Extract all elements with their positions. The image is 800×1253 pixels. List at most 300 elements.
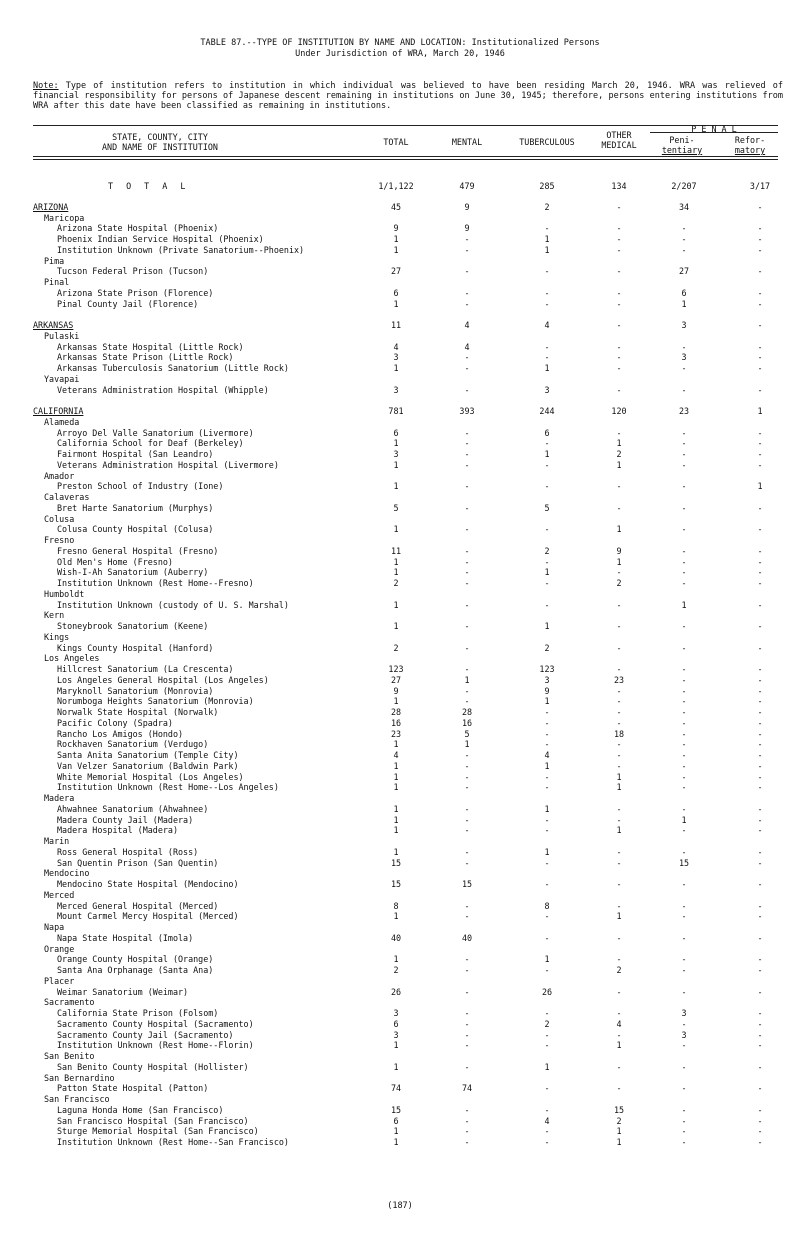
cell-peni: - bbox=[681, 1104, 687, 1115]
cell-peni: - bbox=[681, 244, 687, 255]
cell-tuber: - bbox=[544, 814, 550, 825]
cell-other: - bbox=[616, 298, 622, 309]
cell-other: - bbox=[616, 642, 622, 653]
table-row bbox=[0, 901, 800, 912]
row-label: Madera bbox=[44, 793, 75, 803]
table-row bbox=[0, 1105, 800, 1116]
cell-reform: - bbox=[757, 760, 763, 771]
cell-peni: - bbox=[681, 481, 687, 492]
county-row bbox=[0, 944, 800, 955]
cell-mental: 9 bbox=[464, 201, 470, 212]
state-row bbox=[0, 320, 800, 331]
row-label: Humboldt bbox=[44, 588, 85, 599]
header-reformatory bbox=[718, 135, 782, 155]
cell-mental: - bbox=[464, 449, 470, 459]
row-label: Institution Unknown (Rest Home--San Francisco) bbox=[57, 1137, 289, 1147]
cell-reform: - bbox=[757, 846, 763, 857]
cell-tuber: - bbox=[544, 341, 550, 352]
row-label: Merced General Hospital (Merced) bbox=[57, 900, 219, 911]
cell-tuber: 4 bbox=[544, 750, 550, 760]
county-row bbox=[0, 535, 800, 546]
cell-other: - bbox=[616, 750, 622, 760]
cell-peni: - bbox=[681, 449, 687, 459]
county-row bbox=[0, 890, 800, 901]
cell-other: 23 bbox=[613, 674, 625, 685]
cell-peni: - bbox=[681, 685, 687, 696]
cell-tuber: - bbox=[544, 1029, 550, 1040]
cell-mental: - bbox=[464, 524, 470, 535]
table-row bbox=[0, 933, 800, 944]
row-label: Arkansas State Prison (Little Rock) bbox=[57, 352, 234, 363]
cell-tuber: 1 bbox=[544, 567, 550, 578]
county-row bbox=[0, 589, 800, 600]
cell-reform: - bbox=[757, 266, 763, 277]
table-title bbox=[0, 38, 800, 60]
cell-other: - bbox=[616, 932, 622, 943]
cell-other: - bbox=[616, 664, 622, 674]
row-label: Institution Unknown (Private Sanatorium--Phoenix) bbox=[57, 244, 305, 255]
table-row bbox=[0, 503, 800, 514]
cell-tuber: - bbox=[544, 266, 550, 277]
row-label: San Quentin Prison (San Quentin) bbox=[57, 857, 219, 868]
cell-reform: - bbox=[757, 803, 763, 814]
cell-peni: - bbox=[681, 1126, 687, 1137]
cell-reform: - bbox=[757, 1029, 763, 1040]
cell-tuber: 26 bbox=[541, 986, 553, 997]
cell-mental: - bbox=[464, 696, 470, 707]
cell-reform: 3/17 bbox=[749, 181, 771, 191]
cell-reform: - bbox=[757, 223, 763, 234]
cell-total: 15 bbox=[390, 879, 402, 889]
cell-reform: - bbox=[757, 857, 763, 868]
row-label: Fresno General Hospital (Fresno) bbox=[57, 545, 219, 556]
cell-total: 1 bbox=[393, 234, 399, 244]
cell-mental: 393 bbox=[459, 406, 475, 416]
cell-peni: - bbox=[681, 556, 687, 567]
cell-peni: - bbox=[681, 803, 687, 814]
cell-mental: - bbox=[464, 567, 470, 578]
header-other-line1: OTHER bbox=[606, 130, 632, 140]
cell-reform: - bbox=[757, 341, 763, 352]
cell-mental: - bbox=[464, 599, 470, 610]
cell-total: 1/1,122 bbox=[378, 181, 414, 191]
cell-other: - bbox=[616, 266, 622, 277]
table-row bbox=[0, 385, 800, 396]
cell-peni: - bbox=[681, 739, 687, 750]
cell-peni: - bbox=[681, 578, 687, 588]
cell-peni: - bbox=[681, 750, 687, 760]
cell-tuber: 2 bbox=[544, 545, 550, 556]
cell-peni: 15 bbox=[678, 857, 690, 868]
cell-other: 1 bbox=[616, 556, 622, 567]
row-label: Fresno bbox=[44, 535, 75, 545]
cell-tuber: 244 bbox=[539, 406, 555, 416]
cell-total: 4 bbox=[393, 750, 399, 760]
cell-mental: 1 bbox=[464, 674, 470, 685]
cell-peni: 3 bbox=[681, 352, 687, 363]
cell-mental: - bbox=[464, 481, 470, 492]
cell-tuber: 3 bbox=[544, 674, 550, 685]
table-row bbox=[0, 1008, 800, 1019]
cell-tuber: - bbox=[544, 459, 550, 470]
cell-peni: - bbox=[681, 696, 687, 707]
cell-total: 1 bbox=[393, 599, 399, 610]
cell-mental: - bbox=[464, 900, 470, 911]
cell-total: 1 bbox=[393, 438, 399, 449]
cell-tuber: - bbox=[544, 879, 550, 889]
cell-peni: 1 bbox=[681, 298, 687, 309]
cell-tuber: - bbox=[544, 1137, 550, 1147]
row-label: ARIZONA bbox=[33, 201, 69, 212]
cell-other: 1 bbox=[616, 438, 622, 449]
cell-mental: - bbox=[464, 814, 470, 825]
table-row bbox=[0, 460, 800, 471]
cell-peni: - bbox=[681, 954, 687, 965]
cell-total: 9 bbox=[393, 685, 399, 696]
county-row bbox=[0, 213, 800, 224]
cell-mental: - bbox=[464, 1061, 470, 1072]
cell-reform: - bbox=[757, 1061, 763, 1072]
cell-total: 1 bbox=[393, 1061, 399, 1072]
cell-tuber: 8 bbox=[544, 900, 550, 911]
cell-mental: 16 bbox=[461, 717, 473, 728]
cell-mental: - bbox=[464, 825, 470, 836]
cell-other: - bbox=[616, 1008, 622, 1018]
cell-other: 1 bbox=[616, 825, 622, 836]
cell-total: 1 bbox=[393, 846, 399, 857]
cell-tuber: - bbox=[544, 965, 550, 975]
cell-other: - bbox=[616, 696, 622, 707]
header-mental: MENTAL bbox=[451, 137, 483, 147]
cell-total: 1 bbox=[393, 954, 399, 965]
table-row bbox=[0, 266, 800, 277]
row-label: Stoneybrook Sanatorium (Keene) bbox=[57, 621, 209, 631]
cell-mental: - bbox=[464, 234, 470, 244]
cell-peni: - bbox=[681, 879, 687, 889]
table-row bbox=[0, 1126, 800, 1137]
table-row bbox=[0, 245, 800, 256]
cell-tuber: - bbox=[544, 1104, 550, 1115]
cell-other: - bbox=[616, 481, 622, 492]
row-label: Mendocino State Hospital (Mendocino) bbox=[57, 879, 239, 889]
table-row bbox=[0, 847, 800, 858]
cell-peni: - bbox=[681, 545, 687, 556]
cell-total: 15 bbox=[390, 1104, 402, 1115]
cell-other: - bbox=[616, 352, 622, 363]
row-label: Arizona State Hospital (Phoenix) bbox=[57, 223, 219, 234]
cell-reform: - bbox=[757, 449, 763, 459]
table-row bbox=[0, 1083, 800, 1094]
cell-total: 27 bbox=[390, 674, 402, 685]
county-row bbox=[0, 374, 800, 385]
cell-other: 4 bbox=[616, 1018, 622, 1029]
cell-peni: 3 bbox=[681, 320, 687, 330]
row-label: Pinal County Jail (Florence) bbox=[57, 298, 199, 309]
row-label: Santa Ana Orphanage (Santa Ana) bbox=[57, 965, 214, 975]
county-row bbox=[0, 793, 800, 804]
cell-reform: - bbox=[757, 545, 763, 556]
row-label: CALIFORNIA bbox=[33, 406, 84, 416]
cell-reform: - bbox=[757, 352, 763, 363]
cell-reform: - bbox=[757, 1083, 763, 1094]
cell-total: 11 bbox=[390, 545, 402, 556]
cell-peni: - bbox=[681, 825, 687, 836]
cell-peni: - bbox=[681, 760, 687, 771]
table-row bbox=[0, 804, 800, 815]
cell-mental: - bbox=[464, 363, 470, 373]
table-row bbox=[0, 299, 800, 310]
cell-tuber: 2 bbox=[544, 1018, 550, 1029]
cell-mental: 479 bbox=[459, 181, 475, 191]
row-label: Arizona State Prison (Florence) bbox=[57, 287, 214, 298]
header-peni-line2: tentiary bbox=[661, 145, 703, 155]
cell-total: 27 bbox=[390, 266, 402, 277]
cell-reform: - bbox=[757, 739, 763, 750]
table-row bbox=[0, 223, 800, 234]
row-label: Hillcrest Sanatorium (La Crescenta) bbox=[57, 664, 234, 674]
table-row bbox=[0, 567, 800, 578]
cell-peni: - bbox=[681, 1040, 687, 1051]
cell-other: - bbox=[616, 760, 622, 771]
cell-peni: - bbox=[681, 1018, 687, 1029]
cell-total: 26 bbox=[390, 986, 402, 997]
cell-mental: - bbox=[464, 459, 470, 470]
row-label: Ross General Hospital (Ross) bbox=[57, 846, 199, 857]
cell-mental: - bbox=[464, 1018, 470, 1029]
cell-total: 16 bbox=[390, 717, 402, 728]
cell-total: 1 bbox=[393, 760, 399, 771]
cell-reform: - bbox=[757, 1115, 763, 1126]
row-label: Maryknoll Sanatorium (Monrovia) bbox=[57, 685, 214, 696]
table-row bbox=[0, 954, 800, 965]
row-label: Arkansas Tuberculosis Sanatorium (Little Rock) bbox=[57, 363, 289, 373]
county-row bbox=[0, 997, 800, 1008]
cell-reform: - bbox=[757, 459, 763, 470]
header-reform-line1: Refor- bbox=[734, 135, 766, 145]
cell-tuber: - bbox=[544, 1083, 550, 1094]
title-line-1: TABLE 87.--TYPE OF INSTITUTION BY NAME AND LOCATION: Institutionalized Persons bbox=[200, 38, 600, 48]
row-label: Pacific Colony (Spadra) bbox=[57, 717, 173, 728]
cell-tuber: - bbox=[544, 857, 550, 868]
cell-peni: - bbox=[681, 1083, 687, 1094]
cell-reform: - bbox=[757, 298, 763, 309]
cell-total: 1 bbox=[393, 459, 399, 470]
row-label: Van Velzer Sanatorium (Baldwin Park) bbox=[57, 760, 239, 771]
cell-other: - bbox=[616, 384, 622, 395]
cell-mental: - bbox=[464, 502, 470, 513]
cell-peni: 34 bbox=[678, 201, 690, 212]
cell-other: 2 bbox=[616, 578, 622, 588]
header-bottom-rule bbox=[33, 156, 778, 157]
cell-peni: 3 bbox=[681, 1029, 687, 1040]
row-label: Orange bbox=[44, 943, 75, 954]
cell-other: - bbox=[616, 223, 622, 234]
cell-peni: - bbox=[681, 911, 687, 922]
cell-peni: 23 bbox=[678, 406, 690, 416]
cell-mental: - bbox=[464, 298, 470, 309]
header-penitentiary bbox=[650, 135, 714, 155]
cell-reform: - bbox=[757, 814, 763, 825]
header-peni-line1: Peni- bbox=[669, 135, 695, 145]
cell-reform: - bbox=[757, 621, 763, 631]
cell-peni: - bbox=[681, 363, 687, 373]
row-label: ARKANSAS bbox=[33, 320, 74, 330]
row-label: Ahwahnee Sanatorium (Ahwahnee) bbox=[57, 803, 209, 814]
cell-reform: - bbox=[757, 664, 763, 674]
row-label: Institution Unknown (custody of U. S. Marshal) bbox=[57, 599, 289, 610]
row-label: Arkansas State Hospital (Little Rock) bbox=[57, 341, 244, 352]
cell-peni: - bbox=[681, 932, 687, 943]
cell-reform: - bbox=[757, 287, 763, 298]
cell-total: 15 bbox=[390, 857, 402, 868]
county-row bbox=[0, 868, 800, 879]
cell-tuber: 1 bbox=[544, 234, 550, 244]
header-name bbox=[60, 132, 260, 152]
cell-mental: - bbox=[464, 545, 470, 556]
cell-other: - bbox=[616, 567, 622, 578]
header-penal: P E N A L bbox=[691, 124, 737, 134]
cell-peni: - bbox=[681, 965, 687, 975]
cell-reform: - bbox=[757, 578, 763, 588]
cell-other: - bbox=[616, 879, 622, 889]
cell-other: - bbox=[616, 502, 622, 513]
cell-mental: - bbox=[464, 782, 470, 793]
county-row bbox=[0, 514, 800, 525]
cell-total: 1 bbox=[393, 1137, 399, 1147]
cell-mental: 9 bbox=[464, 223, 470, 234]
cell-tuber: - bbox=[544, 352, 550, 363]
cell-mental: 5 bbox=[464, 728, 470, 739]
cell-mental: 15 bbox=[461, 879, 473, 889]
cell-tuber: - bbox=[544, 1126, 550, 1137]
row-label: Veterans Administration Hospital (Whipple) bbox=[57, 384, 269, 395]
header-name-line1: STATE, COUNTY, CITY bbox=[112, 132, 208, 142]
cell-reform: - bbox=[757, 567, 763, 578]
cell-other: - bbox=[616, 320, 622, 330]
cell-reform: - bbox=[757, 965, 763, 975]
cell-total: 1 bbox=[393, 621, 399, 631]
row-label: Placer bbox=[44, 975, 75, 986]
cell-peni: - bbox=[681, 782, 687, 793]
cell-other: - bbox=[616, 363, 622, 373]
cell-reform: - bbox=[757, 674, 763, 685]
row-label: Tucson Federal Prison (Tucson) bbox=[57, 266, 209, 277]
cell-tuber: 285 bbox=[539, 181, 555, 191]
row-label: Sacramento County Jail (Sacramento) bbox=[57, 1029, 234, 1040]
county-row bbox=[0, 922, 800, 933]
cell-total: 1 bbox=[393, 244, 399, 255]
cell-mental: - bbox=[464, 266, 470, 277]
county-row bbox=[0, 836, 800, 847]
cell-peni: - bbox=[681, 642, 687, 653]
penal-rule bbox=[650, 132, 778, 133]
cell-reform: - bbox=[757, 642, 763, 653]
cell-peni: - bbox=[681, 1061, 687, 1072]
cell-total: 2 bbox=[393, 965, 399, 975]
cell-other: - bbox=[616, 1029, 622, 1040]
cell-mental: - bbox=[464, 803, 470, 814]
table-row bbox=[0, 1116, 800, 1127]
cell-peni: - bbox=[681, 621, 687, 631]
table-row bbox=[0, 557, 800, 568]
cell-reform: - bbox=[757, 1018, 763, 1029]
cell-other: 1 bbox=[616, 1040, 622, 1051]
row-label: Arroyo Del Valle Sanatorium (Livermore) bbox=[57, 427, 254, 438]
row-label: Merced bbox=[44, 889, 75, 900]
cell-total: 40 bbox=[390, 932, 402, 943]
row-label: Napa bbox=[44, 922, 65, 932]
row-label: Norumboga Heights Sanatorium (Monrovia) bbox=[57, 696, 254, 707]
cell-total: 6 bbox=[393, 427, 399, 438]
cell-mental: - bbox=[464, 760, 470, 771]
cell-peni: - bbox=[681, 502, 687, 513]
table-row bbox=[0, 815, 800, 826]
row-label: Kings County Hospital (Hanford) bbox=[57, 642, 214, 653]
table-row bbox=[0, 1030, 800, 1041]
row-label: Pima bbox=[44, 255, 65, 266]
cell-total: 1 bbox=[393, 739, 399, 750]
row-label: White Memorial Hospital (Los Angeles) bbox=[57, 771, 244, 782]
table-row bbox=[0, 578, 800, 589]
cell-total: 3 bbox=[393, 1029, 399, 1040]
cell-reform: - bbox=[757, 1126, 763, 1137]
cell-other: - bbox=[616, 599, 622, 610]
cell-reform: 1 bbox=[757, 481, 763, 492]
cell-mental: - bbox=[464, 1029, 470, 1040]
cell-tuber: - bbox=[544, 739, 550, 750]
cell-mental: - bbox=[464, 244, 470, 255]
cell-total: 1 bbox=[393, 696, 399, 707]
cell-mental: - bbox=[464, 965, 470, 975]
cell-other: - bbox=[616, 739, 622, 750]
cell-tuber: - bbox=[544, 717, 550, 728]
table-row bbox=[0, 772, 800, 783]
cell-reform: - bbox=[757, 1008, 763, 1018]
cell-reform: - bbox=[757, 825, 763, 836]
row-label: Preston School of Industry (Ione) bbox=[57, 481, 224, 492]
cell-tuber: - bbox=[544, 481, 550, 492]
header-other-line2: MEDICAL bbox=[601, 140, 637, 150]
title-line-2: Under Jurisdiction of WRA, March 20, 1946 bbox=[295, 49, 505, 59]
table-row bbox=[0, 1019, 800, 1030]
cell-peni: - bbox=[681, 524, 687, 535]
cell-mental: - bbox=[464, 1137, 470, 1147]
cell-tuber: 123 bbox=[539, 664, 555, 674]
row-label: San Francisco bbox=[44, 1094, 110, 1104]
cell-other: 134 bbox=[611, 181, 627, 191]
cell-tuber: - bbox=[544, 438, 550, 449]
cell-reform: - bbox=[757, 932, 763, 943]
cell-reform: - bbox=[757, 728, 763, 739]
cell-reform: - bbox=[757, 320, 763, 330]
cell-total: 3 bbox=[393, 1008, 399, 1018]
cell-total: 6 bbox=[393, 1115, 399, 1126]
header-name-line2: AND NAME OF INSTITUTION bbox=[102, 142, 218, 152]
cell-tuber: 1 bbox=[544, 1061, 550, 1072]
cell-total: 1 bbox=[393, 1040, 399, 1051]
header-total: TOTAL bbox=[383, 137, 409, 147]
cell-other: 1 bbox=[616, 1137, 622, 1147]
cell-reform: - bbox=[757, 556, 763, 567]
cell-other: - bbox=[616, 803, 622, 814]
table-row bbox=[0, 858, 800, 869]
row-label: San Francisco Hospital (San Francisco) bbox=[57, 1115, 249, 1126]
table-row bbox=[0, 911, 800, 922]
cell-other: 1 bbox=[616, 524, 622, 535]
cell-total: 1 bbox=[393, 782, 399, 793]
row-label: T O T A L bbox=[108, 181, 190, 191]
row-label: Orange County Hospital (Orange) bbox=[57, 954, 214, 965]
